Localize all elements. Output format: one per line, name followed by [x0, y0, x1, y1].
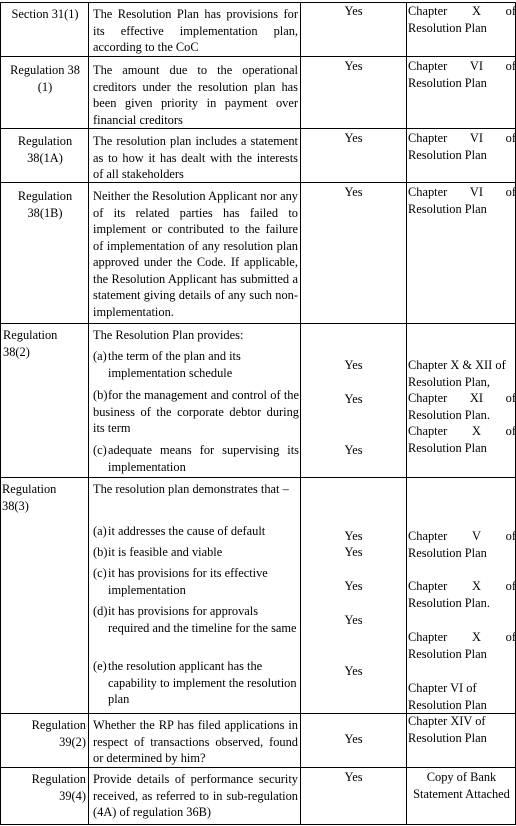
requirement-intro: The Resolution Plan provides:: [93, 328, 244, 342]
compliance-cell: Yes: [344, 579, 363, 593]
chapter-cell: Chapter X of Resolution Plan.: [408, 579, 516, 610]
row-divider: [0, 767, 516, 768]
requirement-cell: Whether the RP has filed applications in respect of transactions observed, found or determined by him?: [93, 718, 298, 765]
clause-cell: Regulation 38 (1): [10, 63, 80, 94]
clause-cell: Regulation 38(1A): [17, 134, 73, 165]
chapter-cell: Chapter X of Resolution Plan: [408, 4, 516, 35]
sub-item: (a) it addresses the cause of default: [93, 524, 266, 538]
sub-item: (a) the term of the plan and its implementation schedule: [93, 349, 241, 380]
chapter-cell: Chapter VI of Resolution Plan: [408, 185, 516, 216]
clause-cell: Regulation 38(3): [2, 482, 57, 513]
compliance-cell: Yes: [344, 529, 363, 543]
chapter-cell: Chapter X & XII of Resolution Plan, Chapter XI of Resolution Plan. Chapter X of Resolution Plan: [408, 358, 516, 455]
requirement-cell: Neither the Resolution Applicant nor any of its related parties has failed to implement or contributed to the failure of implementation of any resolution plan approved under the Code. If applicable, the Resolution Applicant has submitted a statement giving details of any such non-implementation.: [93, 189, 298, 319]
compliance-cell: Yes: [344, 131, 363, 145]
sub-item: (c) it has provisions for its effective implementation: [93, 566, 268, 597]
compliance-cell: Yes: [344, 664, 363, 678]
compliance-cell: Yes: [344, 770, 363, 784]
clause-cell: Regulation 38(1B): [17, 189, 73, 220]
chapter-cell: Chapter VI of Resolution Plan: [408, 59, 516, 90]
column-divider: [0, 2, 1, 825]
compliance-cell: Yes: [344, 185, 363, 199]
sub-item: (c) adequate means for supervising its implementation: [93, 443, 299, 474]
compliance-cell: Yes: [344, 732, 363, 746]
requirement-intro: The resolution plan demonstrates that –: [93, 482, 289, 496]
row-divider: [0, 824, 516, 825]
clause-cell: Regulation 39(4): [31, 772, 86, 803]
clause-cell: Section 31(1): [11, 7, 79, 21]
chapter-cell: Chapter V of Resolution Plan: [408, 529, 516, 560]
requirement-cell: The Resolution Plan has provisions for its effective implementation plan, according to the CoC: [93, 7, 298, 54]
row-divider: [0, 128, 516, 129]
column-divider: [300, 2, 301, 825]
clause-cell: Regulation 39(2): [31, 718, 86, 749]
compliance-cell: Yes: [344, 545, 363, 559]
sub-item: (b) it is feasible and viable: [93, 545, 223, 559]
chapter-cell: Chapter XIV of Resolution Plan: [408, 714, 487, 745]
clause-cell: Regulation 38(2): [3, 328, 58, 359]
requirement-cell: The amount due to the operational creditors under the resolution plan has been given priority in payment over financial creditors: [93, 63, 298, 127]
compliance-cell: Yes: [344, 443, 363, 457]
chapter-cell: Chapter VI of Resolution Plan: [408, 681, 487, 712]
chapter-cell: Chapter X of Resolution Plan: [408, 630, 516, 661]
compliance-cell: Yes: [344, 358, 363, 372]
row-divider: [0, 56, 516, 57]
compliance-cell: Yes: [344, 59, 363, 73]
compliance-cell: Yes: [344, 392, 363, 406]
compliance-cell: Yes: [344, 4, 363, 18]
sub-item: (d) it has provisions for approvals required and the timeline for the same: [93, 604, 297, 635]
sub-item: (b) for the management and control of the business of the corporate debtor during its term: [93, 388, 299, 435]
requirement-cell: The resolution plan includes a statement as to how it has dealt with the interests of all stakeholders: [93, 134, 298, 181]
sub-item: (e) the resolution applicant has the capability to implement the resolution plan: [93, 659, 297, 706]
chapter-cell: Chapter VI of Resolution Plan: [408, 131, 516, 162]
row-divider: [0, 323, 516, 324]
compliance-cell: Yes: [344, 613, 363, 627]
requirement-cell: Provide details of performance security received, as referred to in sub-regulation (4A) of regulation 36B): [93, 772, 298, 819]
column-divider: [88, 2, 89, 825]
column-divider: [406, 2, 407, 825]
row-divider: [0, 477, 516, 478]
remark-cell: Copy of Bank Statement Attached: [413, 770, 510, 801]
